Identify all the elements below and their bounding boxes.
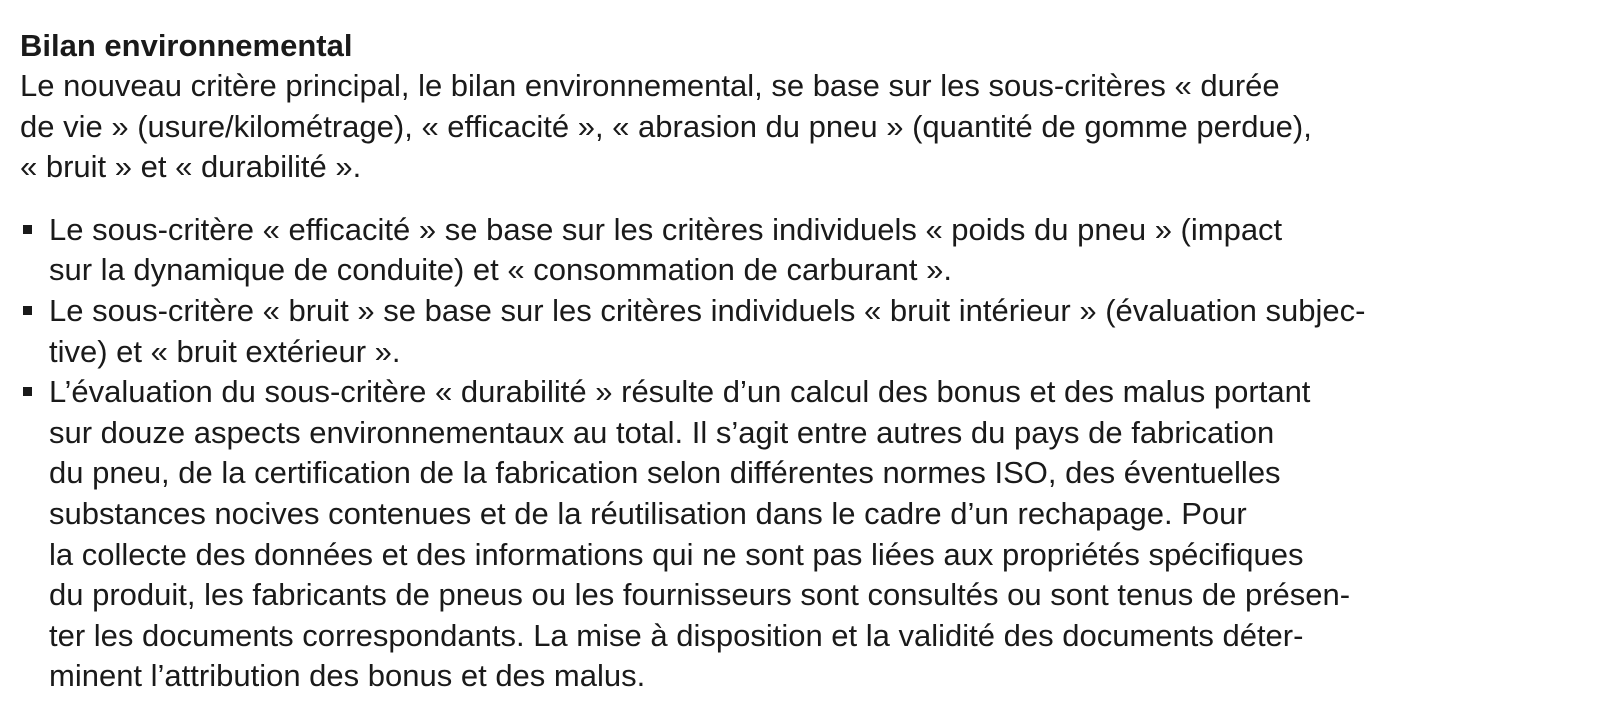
square-bullet-icon — [23, 306, 32, 315]
document-section — [20, 26, 1580, 697]
bullet-line: Le sous-critère « efficacité » se base sur les critères individuels « poids du pneu » (impact — [49, 211, 1283, 247]
bullet-item-bruit — [20, 291, 1580, 372]
square-bullet-icon — [23, 225, 32, 234]
bullet-line: la collecte des données et des informations qui ne sont pas liées aux propriétés spécifiques — [49, 536, 1304, 572]
bullet-line: ter les documents correspondants. La mise à disposition et la validité des documents déter- — [49, 617, 1304, 653]
bullet-list — [20, 210, 1580, 697]
bullet-line: L’évaluation du sous-critère « durabilité » résulte d’un calcul des bonus et des malus portant — [49, 374, 1311, 410]
intro-line: de vie » (usure/kilométrage), « efficacité », « abrasion du pneu » (quantité de gomme perdue), — [20, 108, 1312, 144]
intro-paragraph — [20, 66, 1580, 188]
bullet-line: minent l’attribution des bonus et des malus. — [49, 658, 646, 694]
intro-line: Le nouveau critère principal, le bilan environnemental, se base sur les sous-critères « durée — [20, 68, 1280, 103]
bullet-line: Le sous-critère « bruit » se base sur les critères individuels « bruit intérieur » (évaluation subjec- — [49, 292, 1366, 328]
intro-line: « bruit » et « durabilité ». — [20, 149, 362, 185]
bullet-item-durabilite — [20, 372, 1580, 697]
bullet-line: sur la dynamique de conduite) et « consommation de carburant ». — [49, 252, 952, 288]
bullet-item-efficacite — [20, 210, 1580, 291]
section-heading: Bilan environnemental — [20, 28, 353, 63]
bullet-line: substances nocives contenues et de la réutilisation dans le cadre d’un rechapage. Pour — [49, 495, 1247, 531]
bullet-line: du produit, les fabricants de pneus ou les fournisseurs sont consultés ou sont tenus de présen- — [49, 577, 1351, 613]
bullet-line: tive) et « bruit extérieur ». — [49, 333, 401, 369]
bullet-line: sur douze aspects environnementaux au total. Il s’agit entre autres du pays de fabrication — [49, 414, 1275, 450]
square-bullet-icon — [23, 387, 32, 396]
bullet-line: du pneu, de la certification de la fabrication selon différentes normes ISO, des éventuelles — [49, 455, 1281, 491]
